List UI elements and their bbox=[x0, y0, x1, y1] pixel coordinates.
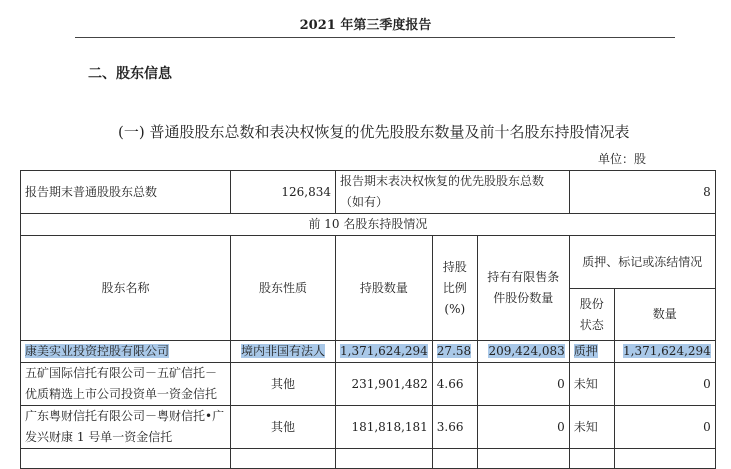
col-qty: 数量 bbox=[614, 289, 715, 341]
section-subtitle: (一) 普通股股东总数和表决权恢复的优先股股东数量及前十名股东持股情况表 bbox=[118, 123, 630, 141]
holder-name: 五矿国际信托有限公司－五矿信托－优质精选上市公司投资单一资金信托 bbox=[21, 363, 231, 406]
col-shares: 持股数量 bbox=[336, 236, 433, 341]
holder-shares: 181,818,181 bbox=[336, 406, 433, 449]
holder-name: 广东粤财信托有限公司－粤财信托•广发兴财康 1 号单一资金信托 bbox=[21, 406, 231, 449]
section-title: 二、股东信息 bbox=[88, 66, 172, 82]
holder-qty: 0 bbox=[614, 406, 715, 449]
holder-ratio: 4.66 bbox=[432, 363, 477, 406]
col-name: 股东名称 bbox=[21, 236, 231, 341]
holder-status: 未知 bbox=[569, 406, 614, 449]
holder-qty: 0 bbox=[614, 363, 715, 406]
table-row bbox=[21, 363, 716, 406]
holder-shares: 1,371,624,294 bbox=[340, 344, 428, 358]
col-pledge: 质押、标记或冻结情况 bbox=[569, 236, 715, 289]
common-holders-label: 报告期末普通股股东总数 bbox=[21, 171, 231, 214]
holder-restricted: 209,424,083 bbox=[488, 344, 565, 358]
common-holders-value: 126,834 bbox=[231, 171, 336, 214]
shareholder-table bbox=[20, 170, 716, 469]
holder-restricted: 0 bbox=[477, 363, 569, 406]
holder-status: 质押 bbox=[573, 344, 598, 358]
table-row bbox=[21, 406, 716, 449]
holder-status: 未知 bbox=[569, 363, 614, 406]
col-nature: 股东性质 bbox=[231, 236, 336, 341]
col-status: 股份状态 bbox=[569, 289, 614, 341]
summary-row bbox=[21, 171, 716, 214]
header-rule bbox=[75, 37, 675, 38]
holder-shares: 231,901,482 bbox=[336, 363, 433, 406]
holder-nature: 境内非国有法人 bbox=[240, 344, 325, 358]
holder-ratio: 27.58 bbox=[436, 344, 472, 358]
col-ratio: 持股比例(%) bbox=[432, 236, 477, 341]
page-header-title: 2021 年第三季度报告 bbox=[299, 18, 432, 33]
holder-restricted: 0 bbox=[477, 406, 569, 449]
top10-title: 前 10 名股东持股情况 bbox=[21, 214, 716, 236]
holder-qty: 1,371,624,294 bbox=[623, 344, 711, 358]
holder-ratio: 3.66 bbox=[432, 406, 477, 449]
preferred-holders-value: 8 bbox=[569, 171, 715, 214]
col-restricted: 持有有限售条件股份数量 bbox=[477, 236, 569, 341]
preferred-holders-label: 报告期末表决权恢复的优先股股东总数（如有） bbox=[336, 171, 570, 214]
holder-nature: 其他 bbox=[231, 363, 336, 406]
holder-nature: 其他 bbox=[231, 406, 336, 449]
table-row bbox=[21, 341, 716, 363]
unit-label: 单位：股 bbox=[598, 152, 647, 166]
holder-name: 康美实业投资控股有限公司 bbox=[25, 344, 170, 358]
